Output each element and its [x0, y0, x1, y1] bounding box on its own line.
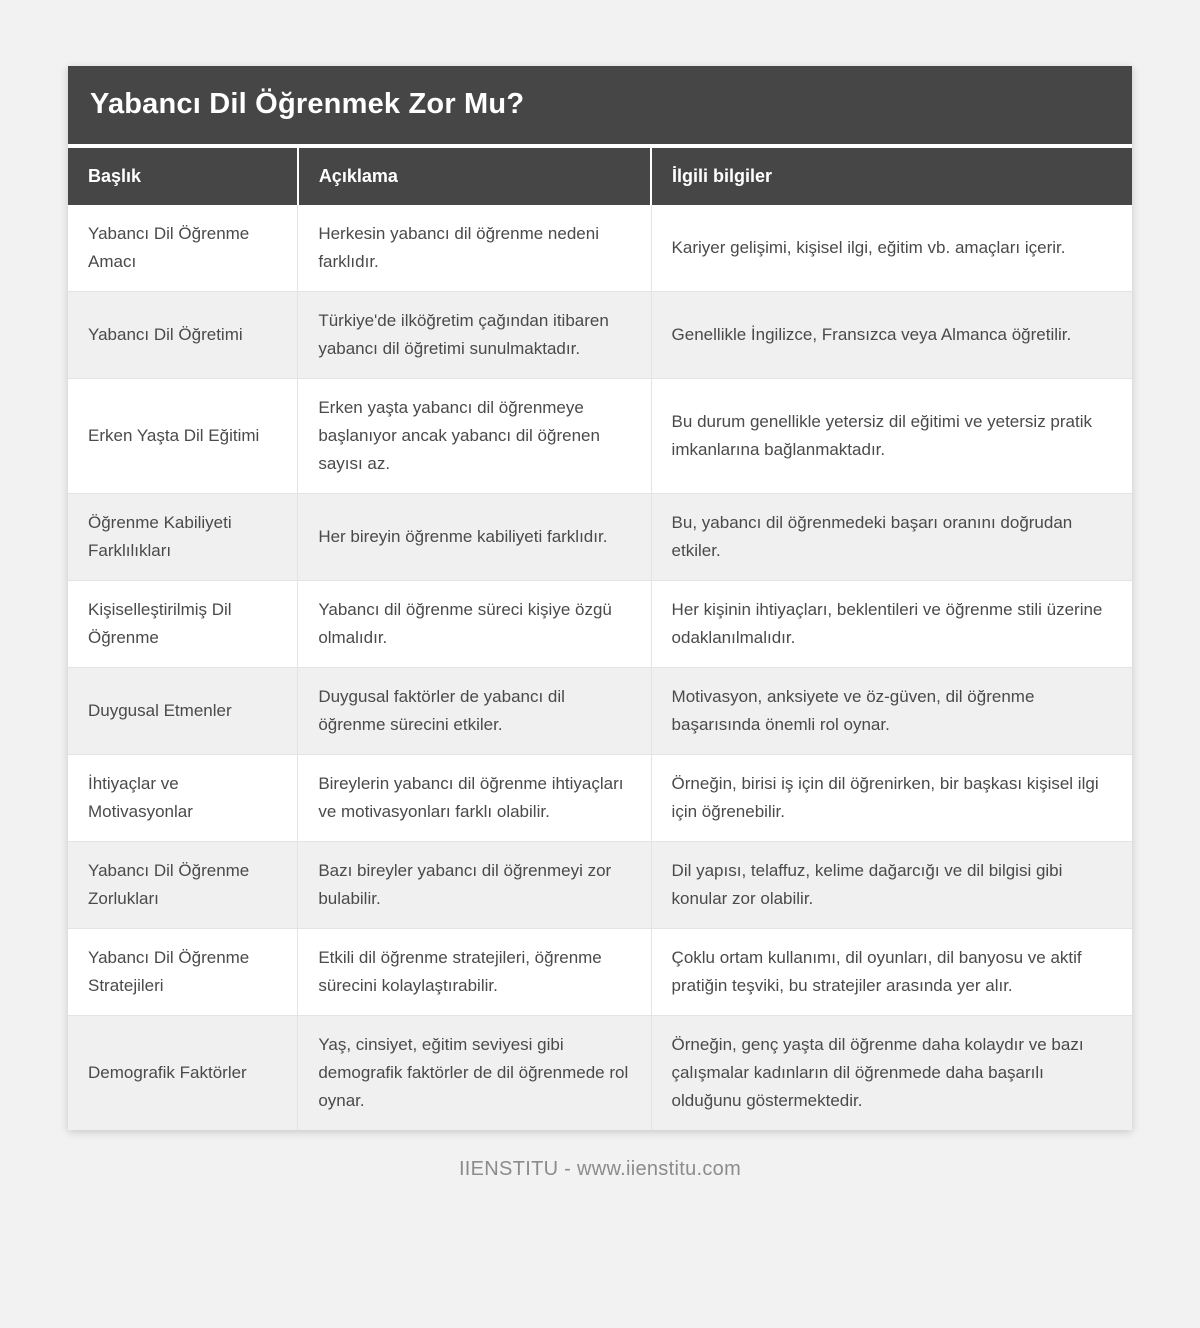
cell-aciklama: Türkiye'de ilköğretim çağından itibaren yabancı dil öğretimi sunulmaktadır.: [298, 292, 651, 379]
table-header-row: [68, 148, 1132, 205]
cell-baslik: Yabancı Dil Öğrenme Stratejileri: [68, 929, 298, 1016]
table-row: [68, 842, 1132, 929]
table-row: [68, 929, 1132, 1016]
info-table: [68, 148, 1132, 1130]
info-table-card: [68, 66, 1132, 1130]
cell-ilgili-bilgiler: Örneğin, birisi iş için dil öğrenirken, bir başkası kişisel ilgi için öğrenebilir.: [651, 755, 1132, 842]
cell-aciklama: Erken yaşta yabancı dil öğrenmeye başlanıyor ancak yabancı dil öğrenen sayısı az.: [298, 379, 651, 494]
page-title: Yabancı Dil Öğrenmek Zor Mu?: [68, 66, 1132, 144]
cell-baslik: İhtiyaçlar ve Motivasyonlar: [68, 755, 298, 842]
cell-ilgili-bilgiler: Çoklu ortam kullanımı, dil oyunları, dil banyosu ve aktif pratiğin teşviki, bu stratejiler arasında yer alır.: [651, 929, 1132, 1016]
cell-ilgili-bilgiler: Her kişinin ihtiyaçları, beklentileri ve öğrenme stili üzerine odaklanılmalıdır.: [651, 581, 1132, 668]
table-body: [68, 205, 1132, 1130]
cell-baslik: Erken Yaşta Dil Eğitimi: [68, 379, 298, 494]
cell-aciklama: Etkili dil öğrenme stratejileri, öğrenme sürecini kolaylaştırabilir.: [298, 929, 651, 1016]
table-row: [68, 292, 1132, 379]
cell-aciklama: Bireylerin yabancı dil öğrenme ihtiyaçları ve motivasyonları farklı olabilir.: [298, 755, 651, 842]
table-row: [68, 668, 1132, 755]
table-row: [68, 205, 1132, 292]
table-header: [68, 148, 1132, 205]
cell-aciklama: Herkesin yabancı dil öğrenme nedeni farklıdır.: [298, 205, 651, 292]
column-header-ilgili-bilgiler: İlgili bilgiler: [651, 148, 1132, 205]
table-row: [68, 755, 1132, 842]
cell-baslik: Yabancı Dil Öğrenme Zorlukları: [68, 842, 298, 929]
table-row: [68, 494, 1132, 581]
table-row: [68, 379, 1132, 494]
cell-baslik: Yabancı Dil Öğretimi: [68, 292, 298, 379]
table-row: [68, 1016, 1132, 1131]
cell-aciklama: Bazı bireyler yabancı dil öğrenmeyi zor bulabilir.: [298, 842, 651, 929]
cell-baslik: Duygusal Etmenler: [68, 668, 298, 755]
cell-aciklama: Yaş, cinsiyet, eğitim seviyesi gibi demografik faktörler de dil öğrenmede rol oynar.: [298, 1016, 651, 1131]
cell-ilgili-bilgiler: Motivasyon, anksiyete ve öz-güven, dil öğrenme başarısında önemli rol oynar.: [651, 668, 1132, 755]
footer-credit: IIENSTITU - www.iienstitu.com: [458, 1158, 742, 1180]
cell-baslik: Kişiselleştirilmiş Dil Öğrenme: [68, 581, 298, 668]
cell-aciklama: Her bireyin öğrenme kabiliyeti farklıdır.: [298, 494, 651, 581]
table-row: [68, 581, 1132, 668]
cell-ilgili-bilgiler: Kariyer gelişimi, kişisel ilgi, eğitim vb. amaçları içerir.: [651, 205, 1132, 292]
cell-baslik: Öğrenme Kabiliyeti Farklılıkları: [68, 494, 298, 581]
column-header-baslik: Başlık: [68, 148, 298, 205]
cell-baslik: Yabancı Dil Öğrenme Amacı: [68, 205, 298, 292]
cell-baslik: Demografik Faktörler: [68, 1016, 298, 1131]
column-header-aciklama: Açıklama: [298, 148, 651, 205]
cell-ilgili-bilgiler: Dil yapısı, telaffuz, kelime dağarcığı ve dil bilgisi gibi konular zor olabilir.: [651, 842, 1132, 929]
cell-aciklama: Duygusal faktörler de yabancı dil öğrenme sürecini etkiler.: [298, 668, 651, 755]
cell-ilgili-bilgiler: Örneğin, genç yaşta dil öğrenme daha kolaydır ve bazı çalışmalar kadınların dil öğrenmede daha başarılı olduğunu göstermektedir.: [651, 1016, 1132, 1131]
cell-ilgili-bilgiler: Genellikle İngilizce, Fransızca veya Almanca öğretilir.: [651, 292, 1132, 379]
cell-ilgili-bilgiler: Bu, yabancı dil öğrenmedeki başarı oranını doğrudan etkiler.: [651, 494, 1132, 581]
cell-aciklama: Yabancı dil öğrenme süreci kişiye özgü olmalıdır.: [298, 581, 651, 668]
cell-ilgili-bilgiler: Bu durum genellikle yetersiz dil eğitimi ve yetersiz pratik imkanlarına bağlanmaktadır.: [651, 379, 1132, 494]
